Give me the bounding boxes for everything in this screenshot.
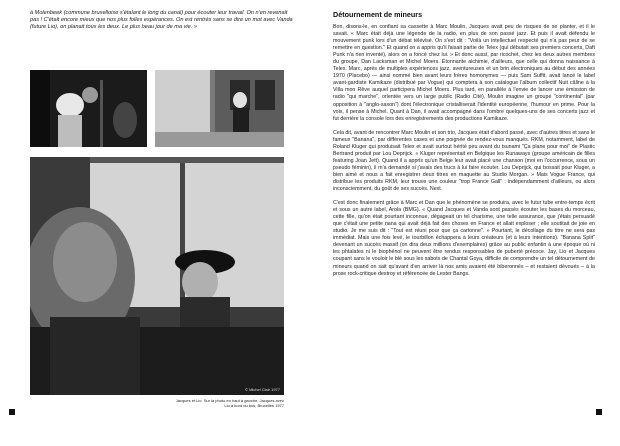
body-text	[333, 24, 595, 285]
page-marker-right	[596, 409, 602, 415]
paragraph-3: C'est donc finalement grâce à Marc et Dan que le phénomène se produira, avec le futur tube entre-temps écrit et sous un autre label, Arola (BMG). « Quand Jacques et Vanda sont passés écouter les bases du morceau, cette fille, qu'on était pourtant inconnue, dégageait un tel charisme, une telle assurance, que j'étais persuadé que c'était une petite nana qui avait déjà fait des choses en France et allait exploser ; elle soutitait de joie en studio. Je me suis dit : "Tout est réuni pour que ça cartonne". » Pourtant, le décollage du titre ne sera pas immédiat. Mais une fois levé, le tourbillon échappera à leurs créateurs (et à leurs intentions). "Banana Split" devenant un succès massif (on dira deux millions d'exemplaires) grâce au public enfantin à une époque où ni les phtalates ni le biophénol ne peuvent être rendus responsables de puberté précoce. Jay, Lio et Jacques coupant sans le vouloir le blé sous les sabots de Chantal Goya, difficile de comprendre un tel détournement de mineurs quand on sait qu'avant d'en arriver là nos amis avaient été biberonnés – et restaient dévoués – à la prose rock-critique destroy et référencée de Lester Bangs.	[333, 200, 595, 277]
paragraph-2: Cela dit, avant de rencontrer Marc Moulin et son trio, Jacques était d'abord passé, avec d'autres titres et sans le fameux "Banana", par différentes cases et une poignée de rendez-vous manqués. RKM, notamment, label de Roland Kluger qui produisait Telex et avait surtout hérité peu avant du tsunami "Ça plane pour moi" de Plastic Bertrand produit par Lou Deprijck. « Kluger représentait en Belgique les Runaways (groupe américain de filles featuring Joan Jett). Quand il a appris qu'un Belge leur avait placé une chanson (moi en l'occurrence, sous un pseudo féminin), il m'a demandé si j'avais des trucs à lui faire écouter. Lou Deprijck, qui bossait pour Kluger, a bien aimé et nous a fait enregistrer deux titres en maquette au Studio Morgan. » Mais Vogue France, qui distribue les produits RKM, leur trouve une couleur "trop France Gall" : indépendamment d'ailleurs, ou alors inconsciemment, du goût de ses succès. Next.	[333, 129, 595, 193]
lead-quote: à Molenbeek (commune bruxelloise s'étalant le long du canal) pour écouter leur travail. On n'en revenait pas ! C'était encore mieux que nos plus folles espérances. On est rentrés sans se dire un mot avec Vanda (future Lio), on planait tous les deux. Le plus beau jour de ma vie. »	[30, 10, 293, 31]
photo-street	[155, 70, 284, 147]
photo-bus	[30, 157, 284, 395]
section-heading: Détournement de mineurs	[333, 10, 423, 19]
photo-caption: Jacques et Lio. Sur la photo en haut à gauche, Jacques avec Lio à bord du bus, Bruxelles 1977	[175, 398, 284, 408]
right-page	[310, 0, 620, 446]
paragraph-1: Bon, disons-le, en confiant sa cassette à Marc Moulin, Jacques avait peu de risques de se planter, et il le savait. « Marc était déjà une légende de la radio, en plus de son passé jazz. Et puis il avait défendu le mouvement punk lors d'un débat télévisé. On s'est dit : "Voilà un intellectuel respecté qui n'a pas peur de se remettre en question." Et quand on a appris qu'il faisait partie de Telex (qui débutait ses premiers concerts, Daft Punk n'a rien inventé), alors on a foncé chez lui. » Et donc aussi, par ricochet, chez les deux autres membres du groupe, Dan Lacksman et Michel Moers. Étonnante alchimie, d'ailleurs, que celle qui donna naissance à Telex. Marc, après de multiples expériences jazz, aventureuses et un brin électroniques au début des années 1970 (Placebo) — ainsi nommé bien avant leurs frères homonymes — puis Sam Suffit, avait lancé le label avant-gardiste Kamikaze (distribué par Vogue) qui comptera à son catalogue l'album collectif Nuit câline à la Villa mon Rêve auquel participera Michel Moers. Plus tard, en parallèle à l'envie de lancer une émission de radio "qui marche", orientée vers un large public (Radio Cité), Moulin imagine un groupe "continental" (par opposition à "anglo-saxon") dont l'électronique cristalliserait l'identité européenne, l'humour en prime. Pour la voix, il pense à Michel. Quant à Dan, il avait accompagné dans l'ombre quelques-uns de ses concerts jazz et fut derrière la console lors des enregistrements des productions Kamikaze.	[333, 24, 595, 122]
photo-credit: © Michel Clair 1977	[245, 387, 280, 392]
page-marker-left	[9, 409, 15, 415]
photo-concert	[30, 70, 147, 147]
